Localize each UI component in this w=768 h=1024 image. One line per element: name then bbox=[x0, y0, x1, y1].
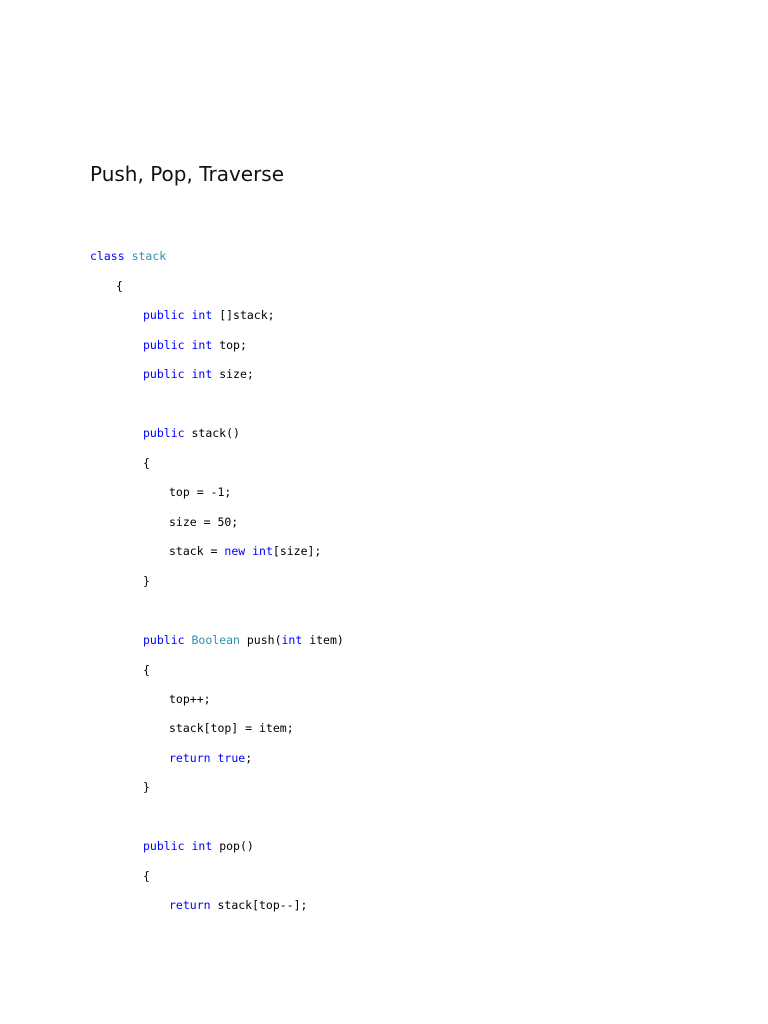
code-line-open-brace bbox=[143, 868, 150, 884]
keyword: int bbox=[191, 367, 213, 381]
keyword: public bbox=[143, 308, 185, 322]
keyword: public bbox=[143, 839, 185, 853]
keyword: int bbox=[191, 308, 213, 322]
keyword: class bbox=[90, 249, 125, 263]
keyword: return bbox=[169, 751, 211, 765]
code-line-statement bbox=[169, 484, 231, 500]
code-text: item) bbox=[302, 633, 344, 647]
code-text: { bbox=[143, 456, 150, 470]
code-line-close-brace bbox=[143, 779, 150, 795]
code-text: stack[top--]; bbox=[210, 898, 308, 912]
keyword: public bbox=[143, 633, 185, 647]
code-line-open-brace bbox=[143, 662, 150, 678]
code-text: []stack; bbox=[212, 308, 275, 322]
code-text: stack[top] = item; bbox=[169, 721, 294, 735]
code-line-field-size bbox=[143, 366, 254, 382]
code-block bbox=[90, 0, 730, 1024]
keyword: public bbox=[143, 426, 185, 440]
code-line-statement bbox=[169, 514, 238, 530]
code-text: top; bbox=[212, 338, 247, 352]
code-text bbox=[125, 249, 132, 263]
code-text: { bbox=[143, 869, 150, 883]
page-title: Push, Pop, Traverse bbox=[90, 162, 285, 186]
code-text: top++; bbox=[169, 692, 211, 706]
code-text: } bbox=[143, 574, 150, 588]
code-text: pop() bbox=[212, 839, 254, 853]
keyword: public bbox=[143, 338, 185, 352]
type-name: Boolean bbox=[191, 633, 240, 647]
code-text: ; bbox=[245, 751, 253, 765]
code-text: { bbox=[143, 663, 150, 677]
code-line-statement bbox=[169, 691, 211, 707]
code-line-field-stack bbox=[143, 307, 275, 323]
code-line-class-declaration bbox=[90, 248, 166, 264]
code-text: size; bbox=[212, 367, 254, 381]
code-text: stack() bbox=[184, 426, 240, 440]
code-line-close-brace bbox=[143, 573, 150, 589]
keyword: int bbox=[281, 633, 303, 647]
code-line-open-brace bbox=[116, 278, 123, 294]
keyword: new bbox=[224, 544, 246, 558]
code-text: } bbox=[143, 780, 150, 794]
keyword: int bbox=[191, 338, 213, 352]
code-line-field-top bbox=[143, 337, 247, 353]
type-name: stack bbox=[131, 249, 167, 263]
keyword: return bbox=[169, 898, 211, 912]
keyword: int bbox=[191, 839, 213, 853]
code-line-constructor bbox=[143, 425, 240, 441]
code-line-push-method bbox=[143, 632, 344, 648]
code-line-return bbox=[169, 750, 252, 766]
code-text: { bbox=[116, 279, 123, 293]
code-line-statement bbox=[169, 720, 294, 736]
code-text: [size]; bbox=[272, 544, 322, 558]
keyword: int bbox=[252, 544, 273, 558]
code-line-pop-method bbox=[143, 838, 254, 854]
code-text: stack = bbox=[169, 544, 225, 558]
code-line-statement bbox=[169, 543, 321, 559]
keyword: public bbox=[143, 367, 185, 381]
code-line-open-brace bbox=[143, 455, 150, 471]
keyword: true bbox=[217, 751, 246, 765]
code-line-return bbox=[169, 897, 307, 913]
code-text: size = 50; bbox=[169, 515, 239, 529]
code-text: push( bbox=[239, 633, 282, 647]
code-text: top = -1; bbox=[169, 485, 232, 499]
